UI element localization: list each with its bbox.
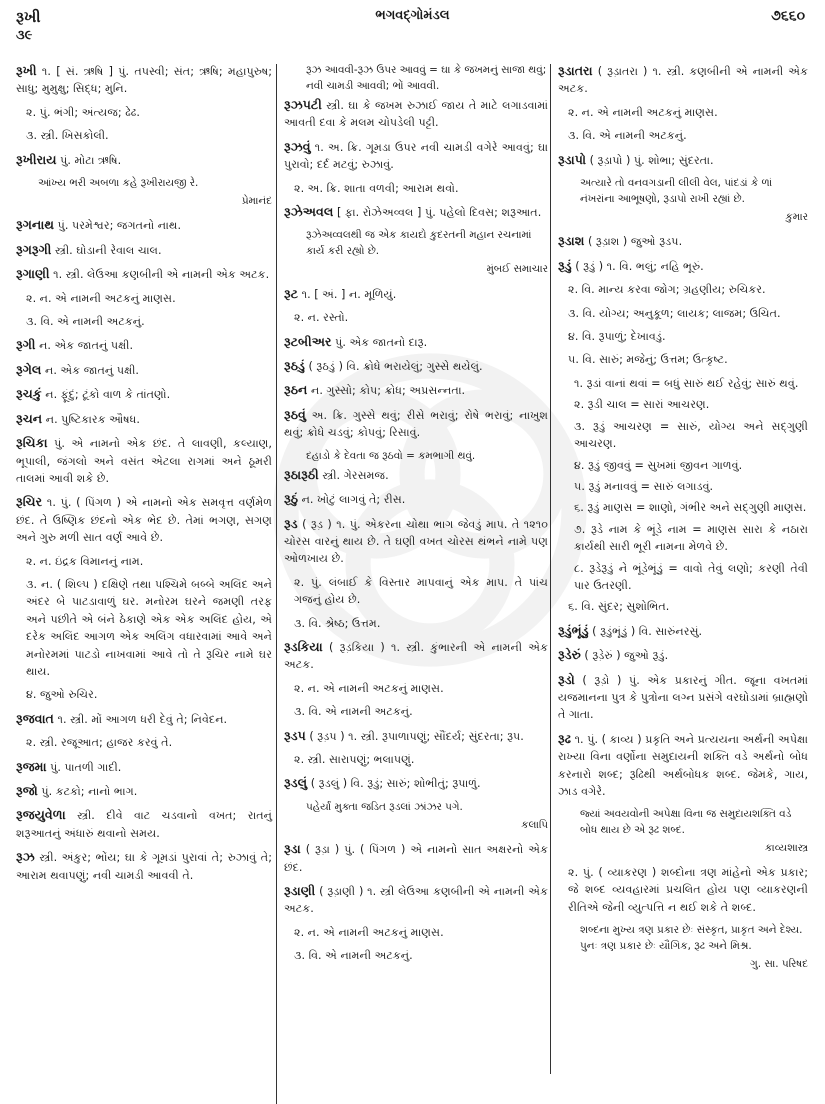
column-divider [550, 64, 551, 1074]
dictionary-entry [16, 265, 272, 283]
usage-quote: રૂઝ આવવી-રૂઝ ઉપર આવવું = ઘા કે જખમનું સાજા થવું; નવી ચામડી આવવી; ભોં આવવી. [306, 64, 547, 92]
citation-source: કલાપિ [521, 818, 548, 831]
dictionary-entry [284, 515, 548, 568]
header-sub-number: ૩૯ [16, 28, 33, 43]
definition: ( રૂડલું ) વિ. રૂડું; સારું; શોભીતું; રૂપાળું. [310, 777, 481, 791]
sense: ૪. જુઓ રુચિર. [26, 688, 98, 702]
headword: રૂડાતરા [558, 63, 593, 78]
usage-quote: શબ્દના મુખ્ય ત્રણ પ્રકાર છેઃ સંસ્કૃત, પ્રાકૃત અને દેશ્ય. પુનઃ ત્રણ પ્રકાર છેઃ યૌગિક, રૂઢ અને મિશ્ર. [580, 924, 803, 953]
sense: ૨. સ્ત્રી. રજૂઆત; હાજર કરવું તે. [26, 736, 173, 750]
dictionary-entry [284, 774, 548, 792]
headword: રૂગી [16, 337, 36, 353]
headword: રૂચિર [16, 494, 43, 510]
headword: રૂડકિયા [284, 638, 323, 654]
dictionary-entry [558, 671, 808, 724]
dictionary-entry [16, 385, 272, 403]
headword: રૂગનાથ [16, 217, 55, 233]
dictionary-entry [558, 151, 808, 169]
dictionary-entry [16, 434, 272, 487]
dictionary-entry [558, 646, 808, 664]
headword: રૂડાણી [284, 883, 316, 898]
headword: રૂડલું [284, 775, 308, 791]
definition: અ. ક્રિ. ગુસ્સે થવું; રીસે ભરાવું; રોષે ભરાવું; નાખુશ થવું; ક્રોધે ચડવું; કોપવું; રિસાવું. [284, 408, 548, 440]
headword: રૂડપ [284, 727, 306, 743]
dictionary-entry [284, 840, 548, 876]
definition: સ્ત્રી. અંકુર; ભોંય; ઘા કે ગૂમડાં પુરાવાં તે; રુઝાવું તે; આરામ થવાપણું; નવી ચામડી આવવી તે. [16, 851, 272, 882]
header-guide-word: રૂખી [16, 8, 41, 26]
citation-source: પ્રેમાનંદ [241, 195, 272, 208]
definition: [ ફા. રોઝેઅવ્વલ ] પું. પહેલો દિવસ; શરૂઆત. [336, 206, 542, 220]
usage-quote: આંખ્ય ભરી અબળા કહે રૂખીરાયજી રે. [38, 177, 199, 190]
idiom: ૪. રૂડું જીવવું = સુખમાં જીવન ગાળવું. [574, 458, 743, 472]
idiom: ૫. રૂડું મનાવવું = સારું લગાડવું. [574, 479, 714, 493]
dictionary-entry [284, 357, 548, 375]
definition: ( રૂઠડું ) વિ. ક્રોધે ભરાયેલું; ગુસ્સે થયેલું. [308, 360, 483, 374]
definition: ( રૂડ઼ ) ૧. પું. એકરના ચોથા ભાગ જેવડું માપ. તે ૧૨૧૦ ચોરસ વારનું થાય છે. તે ઘણી વખત ચોરસ થંભને નામે પણ ઓળખાય છે. [284, 517, 548, 566]
sense: ૨. ન. ઇંદ્રક વિમાનનું નામ. [26, 554, 144, 568]
usage-quote: દહાડો કે દેવતા જ રૂઠવો = કમભાગી થવું. [306, 449, 476, 462]
sense: ૨. ન. એ નામની અટકનું માણસ. [294, 925, 444, 939]
page-header [0, 0, 825, 48]
dictionary-entry [284, 882, 548, 918]
headword: રૂડું [558, 257, 572, 273]
definition: ન. ખોટું લાગવું તે; રીસ. [301, 493, 406, 507]
definition: ૧. પું. ( કાવ્ય ) પ્રકૃતિ અને પ્રત્યયના અર્થની અપેક્ષા રાખ્યા વિના વર્ણોના સમુદાયની શક્તિ વડે અર્થનો બોધ કરનારો શબ્દ; રૂઢિથી અર્થબોધક શબ્દ. જેમકે, ગાય, ઝાડ વગેરે. [558, 732, 808, 798]
sense: ૩. વિ. યોગ્ય; અનુકૂળ; લાયક; લાજમ; ઉચિત. [568, 306, 781, 320]
headword: રૂટ [284, 285, 299, 301]
sense: ૩. વિ. એ નામની અટકનું. [568, 129, 687, 143]
idiom: ૩. રૂડું આચરણ = સારું, યોગ્ય અને સદ્ગુણી આચરણ. [574, 419, 808, 451]
dictionary-entry [16, 241, 272, 259]
definition: ( રૂડ઼ાશ ) જુઓ રૂડપ. [587, 235, 683, 249]
usage-quote: અત્યારે તો વનવગડાની લીલી વેલ, પાંદડાં કે ળાં નંખરાંના આભૂષણો, રૂડાપો રાખી રહ્યાં છે. [580, 177, 773, 206]
dictionary-entry [16, 758, 272, 776]
idiom: ૨. રૂડી ચાલ = સારાં આચરણ. [574, 398, 710, 412]
headword: રૂચન [16, 410, 43, 426]
dictionary-entry [16, 848, 272, 884]
citation-source: ગુ. સા. પરિષદ [750, 958, 808, 971]
definition: પું. કટકો; નાનો ભાગ. [41, 785, 138, 798]
headword: રૂઠારૂઠી [284, 466, 319, 482]
sense: ૨. ન. એ નામની અટકનું માણસ. [568, 105, 718, 119]
definition: સ્ત્રી. દીવે વાટ ચડવાનો વખત; રાતનું શરૂઆતનું અંધારું થવાનો સમય. [16, 809, 272, 840]
sense: ૨. સ્ત્રી. સારાપણું; ભલાપણું. [294, 752, 415, 766]
dictionary-entry [16, 493, 272, 546]
citation-source: મુંબઈ સમાચાર [486, 263, 548, 276]
dictionary-entry [558, 730, 808, 801]
headword: રૂડા [284, 841, 301, 857]
dictionary-entry [558, 62, 808, 98]
definition: ( રૂડ઼ો ) પું. એક પ્રકારનું ગીત. જૂના વખતમાં યજમાનના પુત્ર કે પુત્રોના લગ્ન પ્રસંગે વરઘોડામાં બ્રાહ્મણો તે ગાતા. [558, 673, 808, 722]
definition: ન. ફૂંદું; ટૂંકો વાળ કે તાંતણો. [45, 388, 171, 402]
definition: ૧. [ અં. ] ન. મૂળિયું. [301, 287, 397, 301]
definition: પું. મોટા ઋષિ. [60, 153, 122, 167]
sense: ૩. સ્ત્રી. ખિસકોલી. [26, 129, 109, 143]
column-right [558, 62, 808, 979]
definition: પું. એ નામનો એક છંદ. તે લાવણી, કલ્યાણ, ભૂપાલી, જંગલો અને વસંત એટલા રાગમાં અને ઠૂમરી તાલમાં આવી શકે છે. [16, 437, 272, 485]
sense: ૨. વિ. માન્ય કરવા જોગ; ગ્રહણીય; રુચિકર. [568, 283, 766, 297]
headword: રૂઢ [558, 730, 571, 746]
sense: ૬. વિ. સુંદર; સુશોભિત. [568, 600, 670, 614]
definition: ન. એક જાતનું પક્ષી. [44, 363, 139, 377]
dictionary-entry [16, 216, 272, 234]
headword: રૂગેલ [16, 361, 42, 377]
headword: રૂઝેઅવલ [284, 204, 334, 220]
dictionary-entry [284, 406, 548, 442]
dictionary-entry [16, 151, 272, 169]
definition: સ્ત્રી. ગેરસમજ. [322, 468, 389, 482]
headword: રૂડુંભૂંડું [558, 622, 589, 638]
dictionary-entry [284, 96, 548, 132]
sense: ૩. વિ. એ નામની અટકનું. [26, 315, 145, 329]
definition: ( રૂડ઼ાપો ) પું. શોભા; સુંદરતા. [589, 153, 714, 167]
usage-quote: જ્યાં અવયવોની અપેક્ષા વિના જ સમુદાયશક્તિ વડે બોધ થાય છે એ રૂઢ શબ્દ. [580, 808, 792, 837]
headword: રૂઠન [284, 382, 308, 398]
dictionary-entry [558, 232, 808, 250]
sense: ૫. વિ. સારું; મજેનું; ઉત્તમ; ઉત્કૃષ્ટ. [568, 353, 728, 367]
headword: રૂજયુવેળા [16, 807, 66, 823]
definition: ( રૂડ઼ેરું ) જુઓ રૂડું. [584, 649, 669, 663]
book-title: ભગવદ્ગોમંડલ [375, 8, 450, 23]
column-left [16, 62, 272, 890]
dictionary-entry [284, 333, 548, 351]
definition: ( રૂડ઼ા ) પું. ( પિંગળ ) એ નામનો સાત અક્ષરનો એક છંદ. [284, 843, 548, 874]
headword: રૂઠું [284, 491, 299, 507]
citation-source: કાવ્યશાસ્ત્ર [764, 842, 808, 855]
headword: રૂખીરાય [16, 151, 57, 167]
idiom: ૭. રૂડે નામ કે ભૂંડે નામ = માણસ સારા કે નઠારા કાર્યથી સારી ભૂરી નામના મેળવે છે. [574, 522, 808, 554]
definition: સ્ત્રી. ઘોડાની રેવાલ ચાલ. [54, 243, 162, 257]
dictionary-entry [558, 257, 808, 275]
sense: ૨. ન. રસ્તો. [294, 311, 349, 325]
headword: રૂઝવું [284, 138, 311, 154]
definition: પું. પરમેશ્વર; જગતનો નાથ. [57, 219, 181, 233]
sense: ૩. ન. ( શિલ્પ ) દક્ષિણે તથા પશ્ચિમે બબ્બે અલિંદ અને અંદર બે પાટડાવાળું ઘર. મનોરમ ઘરને જમણી તરફ અને પછીતે એ બંને ઠેકાણે એક એક અલિંદ હોય, એ દરેક અલિંદ આગળ એક અલિંગ વધારવામાં આવે અને મનોરમમાં પાટડો નાખવામાં આવે તો તે રૂચિર નામે ઘર થાય. [26, 577, 272, 678]
headword: રૂડો [558, 671, 575, 687]
headword: રૂડેરું [558, 647, 581, 663]
headword: રૂજવાત [16, 710, 54, 726]
dictionary-entry [16, 410, 272, 428]
dictionary-entry [284, 138, 548, 174]
definition: ( રૂડ઼ાતરા ) ૧. સ્ત્રી. કણબીની એ નામની એક અટક. [558, 65, 808, 96]
idiom: ૬. રૂડું માણસ = શાણો, ગંભીર અને સદ્ગુણી માણસ. [574, 501, 807, 515]
dictionary-entry [284, 381, 548, 399]
headword: રૂચકું [16, 386, 42, 402]
dictionary-entry [284, 490, 548, 508]
definition: ૧. પું. ( પિંગળ ) એ નામનો એક સમવૃત્ત વર્ણમેળ છંદ. તે ઉષ્ણિક છંદનો એક ભેદ છે. તેમાં ભગણ, સગણ અને ગુરુ મળી સાત વર્ણ આવે છે. [16, 496, 272, 545]
definition: ન. પુષ્ટિકારક ઔષધ. [45, 412, 140, 426]
column-middle [284, 62, 548, 971]
sense: ૩. વિ. એ નામની અટકનું. [294, 949, 413, 963]
dictionary-entry [16, 336, 272, 354]
headword: રૂઝ [16, 849, 35, 865]
headword: રૂઝપટી [284, 97, 322, 112]
dictionary-entry [16, 62, 272, 98]
definition: ન. એક જાતનું પક્ષી. [39, 339, 134, 353]
sense: ૨. ન. એ નામની અટકનું માણસ. [294, 681, 444, 695]
headword: રૂખી [16, 63, 37, 78]
dictionary-entry [284, 727, 548, 745]
sense: ૨. પું. ભંગી; અંત્યજ; ઢેઢ. [26, 105, 140, 119]
page-number: ૭૬૬૦ [771, 8, 805, 24]
dictionary-entry [16, 782, 272, 800]
definition: ન. ગુસ્સો; કોપ; ક્રોધ; અપ્રસન્નતા. [310, 384, 466, 398]
definition: પું. પાતળી ગાદી. [50, 760, 122, 774]
headword: રૂજો [16, 783, 38, 798]
sense: ૨. અ. ક્રિ. શાતા વળવી; આરામ થવો. [294, 181, 459, 195]
definition: ૧. સ્ત્રી. મોં આગળ ધરી દેવું તે; નિવેદન. [57, 712, 228, 726]
headword: રૂડ [284, 515, 298, 531]
definition: ( રૂડ઼કિયા ) ૧. સ્ત્રી. કુંભારની એ નામની એક અટક. [284, 640, 548, 672]
definition: ૧. અ. ક્રિ. ગૂમડા ઉપર નવી ચામડી વગેરે આવવું; ઘા પુરાવો; દર્દ મટવું; રુઝાવું. [284, 140, 548, 172]
headword: રૂઠવું [284, 406, 306, 422]
headword: રૂડાપો [558, 151, 587, 167]
dictionary-entry [284, 203, 548, 221]
dictionary-entry [284, 466, 548, 484]
sense: ૪. વિ. રૂપાળું; દેખાવડું. [568, 330, 666, 344]
headword: રૂગરૂગી [16, 241, 52, 257]
definition: ( રૂડ઼ું ) ૧. વિ. ભલું; નહિ ભૂરું. [575, 259, 704, 273]
sense: ૩. વિ. શ્રેષ્ઠ; ઉત્તમ. [294, 616, 381, 630]
citation-source: કુમાર [785, 211, 808, 224]
definition: પું. એક જાતનો દારૂ. [335, 335, 428, 349]
headword: રૂટબીઅર [284, 333, 332, 349]
headword: રૂડાશ [558, 233, 585, 249]
idiom: ૧. રૂડાં વાનાં થવાં = બધું સારું થઈ રહેવું; સારું થવું. [574, 376, 799, 390]
usage-quote: પહેર્યાં મુક્તા જડિત રૂડલાં ઝાંઝર પગે. [306, 800, 463, 813]
definition: ૧. [ સં. ઋષિ ] પું. તપસ્વી; સંત; ઋષિ; મહાપુરુષ; સાધુ; મુમુક્ષુ; સિદ્ધ; મુનિ. [16, 65, 272, 96]
definition: ( રૂડ઼પ ) ૧. સ્ત્રી. રૂપાળાપણું; સૌંદર્ય; સુંદરતા; રૂપ. [309, 729, 524, 743]
dictionary-entry [16, 361, 272, 379]
headword: રૂગાણી [16, 266, 50, 282]
sense: ૩. વિ. એ નામની અટકનું. [294, 705, 413, 719]
sense: ૨. પું. ( વ્યાકરણ ) શબ્દોના ત્રણ માંહેનો એક પ્રકાર; જે શબ્દ વ્યવહારમાં પ્રચલિત હોય પણ વ્યાકરણની રીતિએ જેની વ્યુત્પત્તિ ન થઈ શકે તે શબ્દ. [568, 865, 808, 914]
dictionary-entry [558, 622, 808, 640]
dictionary-entry [16, 806, 272, 842]
headword: રૂચિકા [16, 435, 48, 451]
dictionary-entry [284, 285, 548, 303]
headword: રૂઠડું [284, 358, 305, 374]
usage-quote: રૂઝેઅવ્વલથી જ એક કાયદો કુદરતની મહાન રચનામાં કાર્ય કરી રહ્યો છે. [306, 229, 532, 258]
idiom: ૮. રૂડેરૂડું ને ભૂંડેભૂંડું = વાવો તેવું લણો; કરણી તેવી પાર ઉતરણી. [574, 561, 808, 592]
dictionary-entry [16, 710, 272, 728]
sense: ૨. પું. લંબાઈ કે વિસ્તાર માપવાનું એક માપ. તે પાંચ ગજનું હોય છે. [294, 575, 548, 607]
sense: ૨. ન. એ નામની અટકનું માણસ. [26, 291, 176, 305]
dictionary-entry [284, 638, 548, 674]
definition: ( રૂડ઼ુંભૂંડ઼ું ) વિ. સારુંનરસું. [592, 624, 703, 638]
headword: રૂજમા [16, 758, 47, 774]
definition: સ્ત્રી. ઘા કે જખમ રુઝાઈ જાય તે માટે લગાડવામાં આવતી દવા કે મલમ ચોપડેલી પટ્ટી. [284, 99, 549, 130]
definition: ૧. સ્ત્રી. લેઉઆ કણબીની એ નામની એક અટક. [53, 268, 270, 282]
column-divider [276, 64, 277, 1104]
definition: ( રૂડ઼ાણી ) ૧. સ્ત્રી લેઉઆ કણબીની એ નામની એક અટક. [284, 885, 548, 916]
